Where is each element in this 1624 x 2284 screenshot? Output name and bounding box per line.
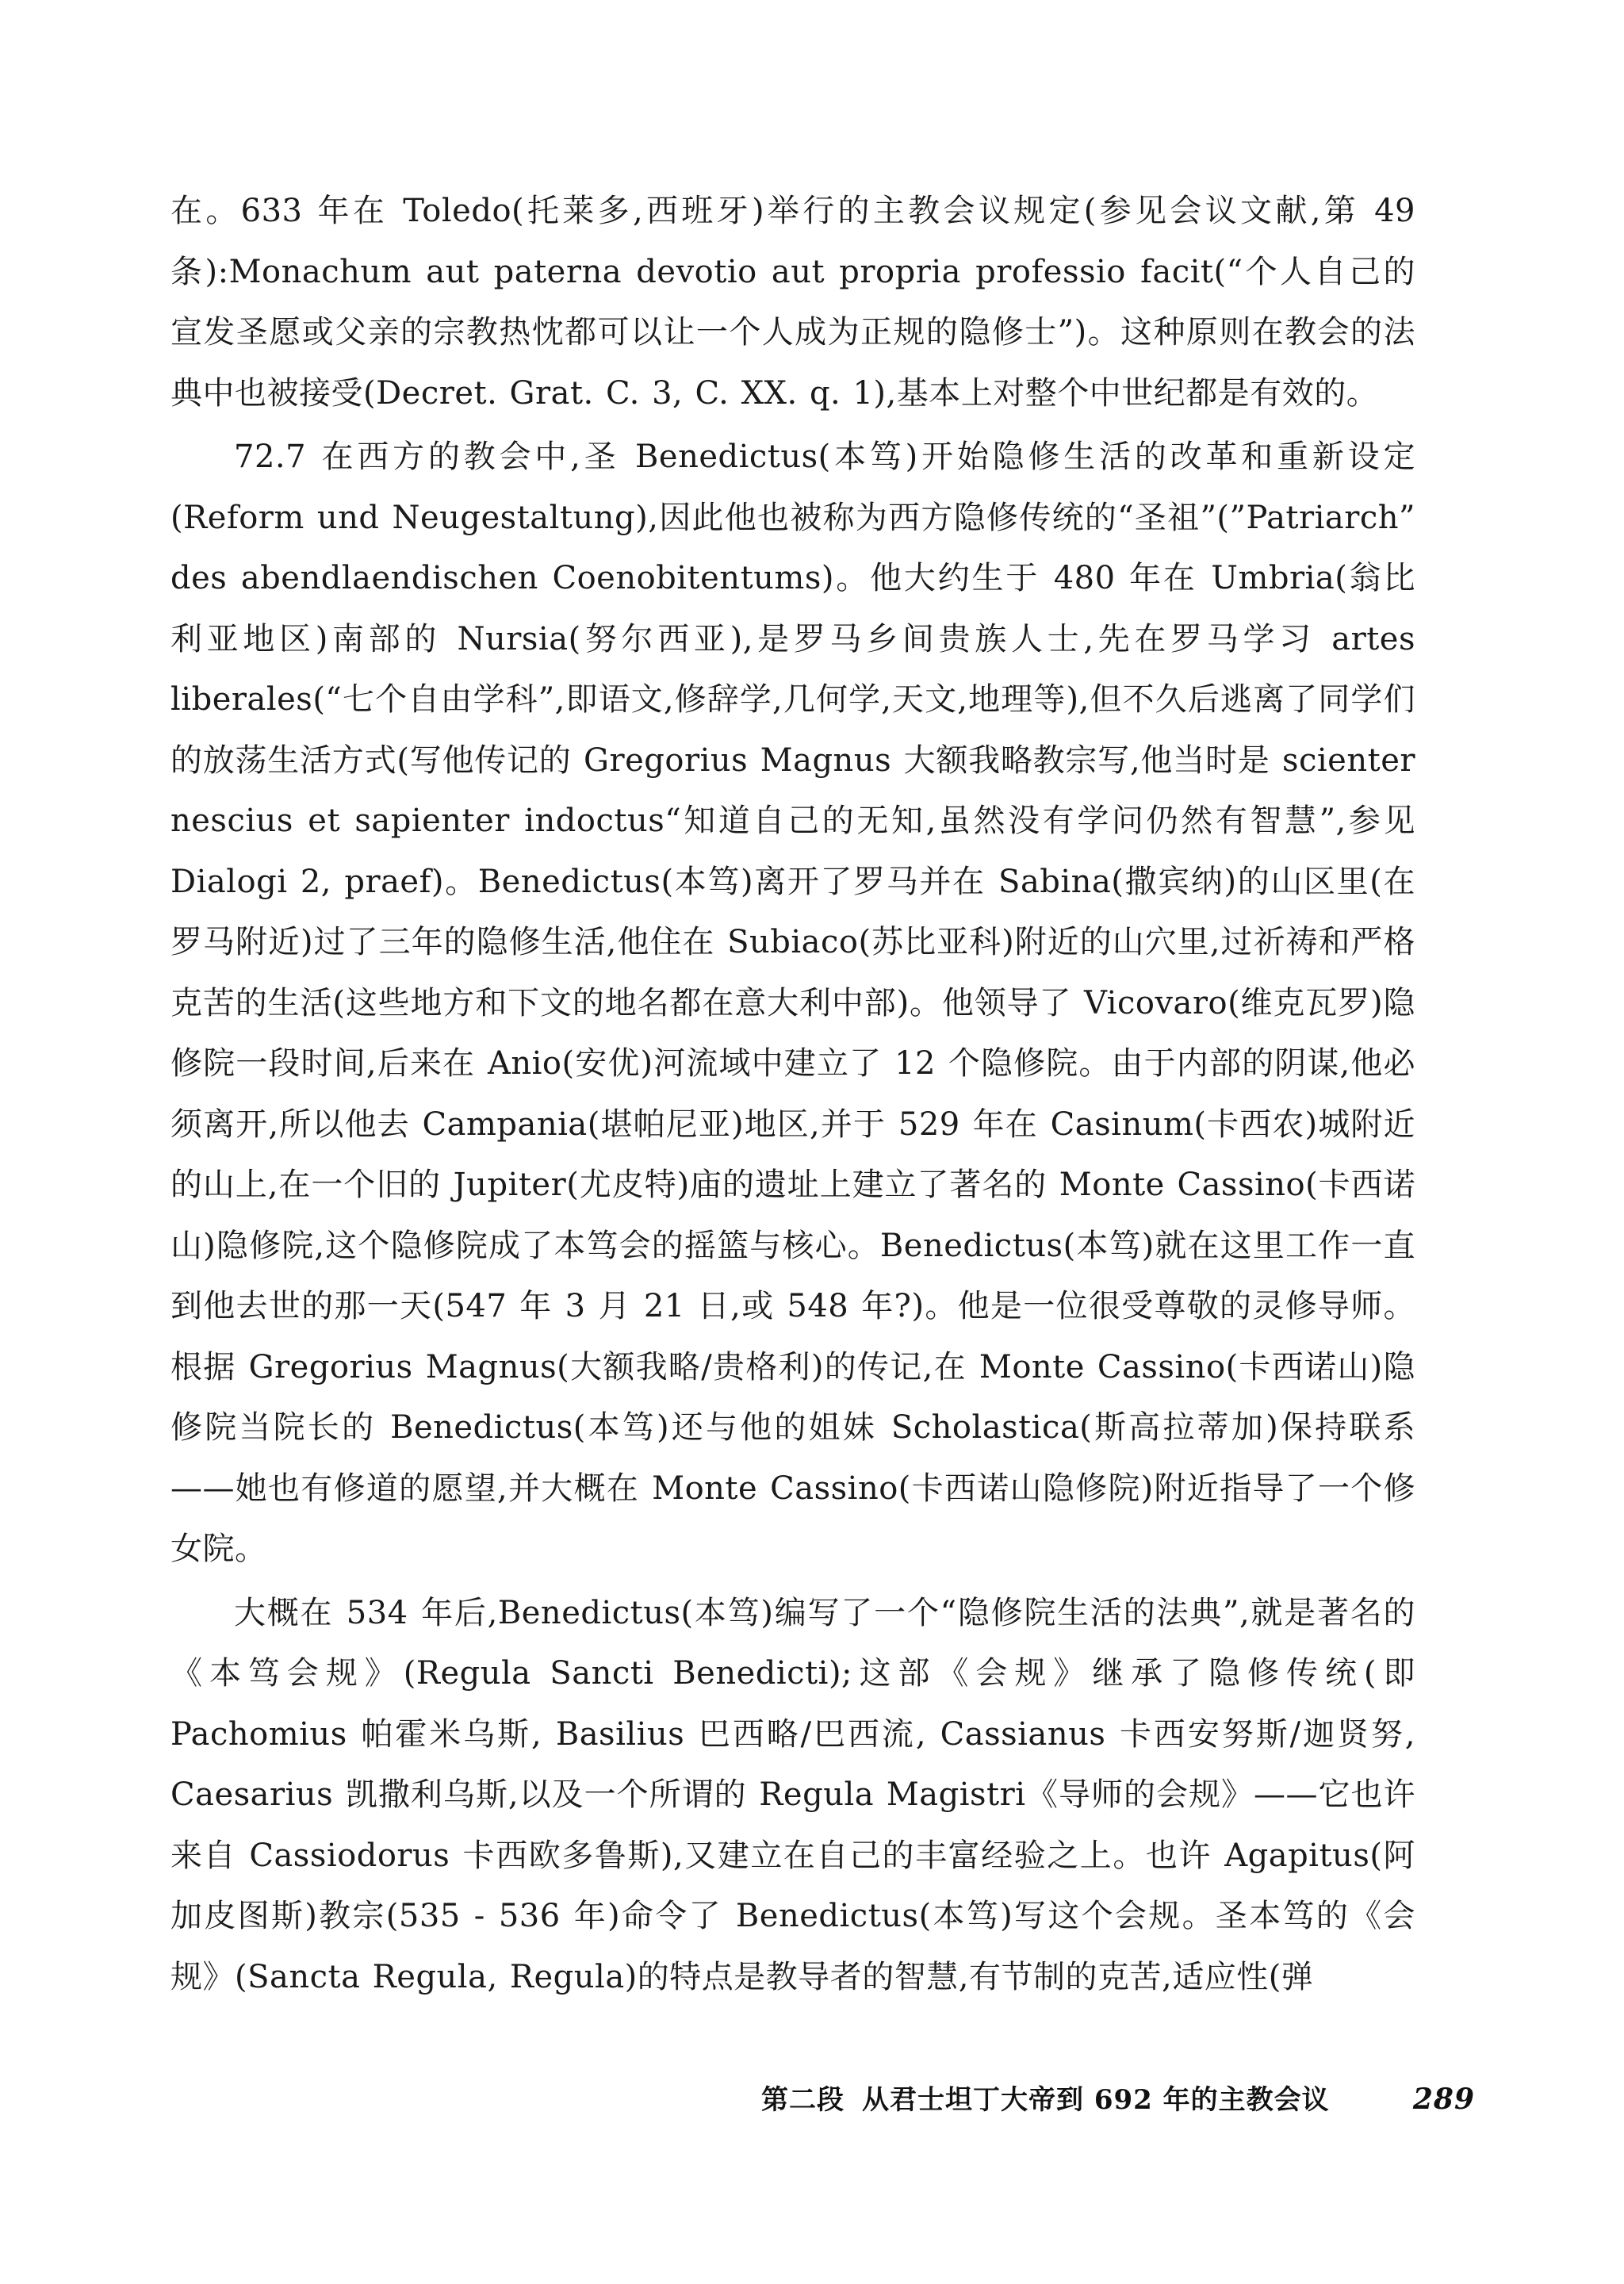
- footer-section-label: 第二段: [761, 2084, 845, 2116]
- body-text: [170, 181, 1415, 2007]
- paragraph-council-of-toledo: 在。633 年在 Toledo(托莱多,西班牙)举行的主教会议规定(参见会议文献,第 49 条):Monachum aut paterna devotio aut propria professio facit(“个人自己的宣发圣愿或父亲的宗教热忱都可以让一个人成为正规的隐修士”)。这种原则在教会的法典中也被接受(Decret. Grat. C. 3, C. XX. q. 1),基本上对整个中世纪都是有效的。: [170, 193, 1415, 412]
- paragraph-regula-benedicti: 大概在 534 年后,Benedictus(本笃)编写了一个“隐修院生活的法典”,就是著名的《本笃会规》(Regula Sancti Benedicti);这部《会规》继承了隐修传统(即 Pachomius 帕霍米乌斯, Basilius 巴西略/巴西流, Cassianus 卡西安努斯/迦贤努, Caesarius 凯撒利乌斯,以及一个所谓的 Regula Magistri《导师的会规》——它也许来自 Cassiodorus 卡西欧多鲁斯),又建立在自己的丰富经验之上。也许 Agapitus(阿加皮图斯)教宗(535 - 536 年)命令了 Benedictus(本笃)写这个会规。圣本笃的《会规》(Sancta Regula, Regula)的特点是教导者的智慧,有节制的克苦,适应性(弹: [170, 1594, 1415, 1995]
- page-number: 289: [1412, 2083, 1475, 2116]
- footer-chapter-title: 从君士坦丁大帝到 692 年的主教会议: [862, 2084, 1330, 2116]
- running-footer: [761, 2078, 1475, 2125]
- paragraph-benedictus-life: 72.7 在西方的教会中,圣 Benedictus(本笃)开始隐修生活的改革和重新设定(Reform und Neugestaltung),因此他也被称为西方隐修传统的“圣祖”(”Patriarch” des abendlaendischen Coenobitentums)。他大约生于 480 年在 Umbria(翁比利亚地区)南部的 Nursia(努尔西亚),是罗马乡间贵族人士,先在罗马学习 artes liberales(“七个自由学科”,即语文,修辞学,几何学,天文,地理等),但不久后逃离了同学们的放荡生活方式(写他传记的 Gregorius Magnus 大额我略教宗写,他当时是 scienter nescius et sapienter indoctus“知道自己的无知,虽然没有学问仍然有智慧”,参见 Dialogi 2, praef)。Benedictus(本笃)离开了罗马并在 Sabina(撒宾纳)的山区里(在罗马附近)过了三年的隐修生活,他住在 Subiaco(苏比亚科)附近的山穴里,过祈祷和严格克苦的生活(这些地方和下文的地名都在意大利中部)。他领导了 Vicovaro(维克瓦罗)隐修院一段时间,后来在 Anio(安优)河流域中建立了 12 个隐修院。由于内部的阴谋,他必须离开,所以他去 Campania(堪帕尼亚)地区,并于 529 年在 Casinum(卡西农)城附近的山上,在一个旧的 Jupiter(尤皮特)庙的遗址上建立了著名的 Monte Cassino(卡西诺山)隐修院,这个隐修院成了本笃会的摇篮与核心。Benedictus(本笃)就在这里工作一直到他去世的那一天(547 年 3 月 21 日,或 548 年?)。他是一位很受尊敬的灵修导师。根据 Gregorius Magnus(大额我略/贵格利)的传记,在 Monte Cassino(卡西诺山)隐修院当院长的 Benedictus(本笃)还与他的姐妹 Scholastica(斯高拉蒂加)保持联系——她也有修道的愿望,并大概在 Monte Cassino(卡西诺山隐修院)附近指导了一个修女院。: [170, 439, 1415, 1567]
